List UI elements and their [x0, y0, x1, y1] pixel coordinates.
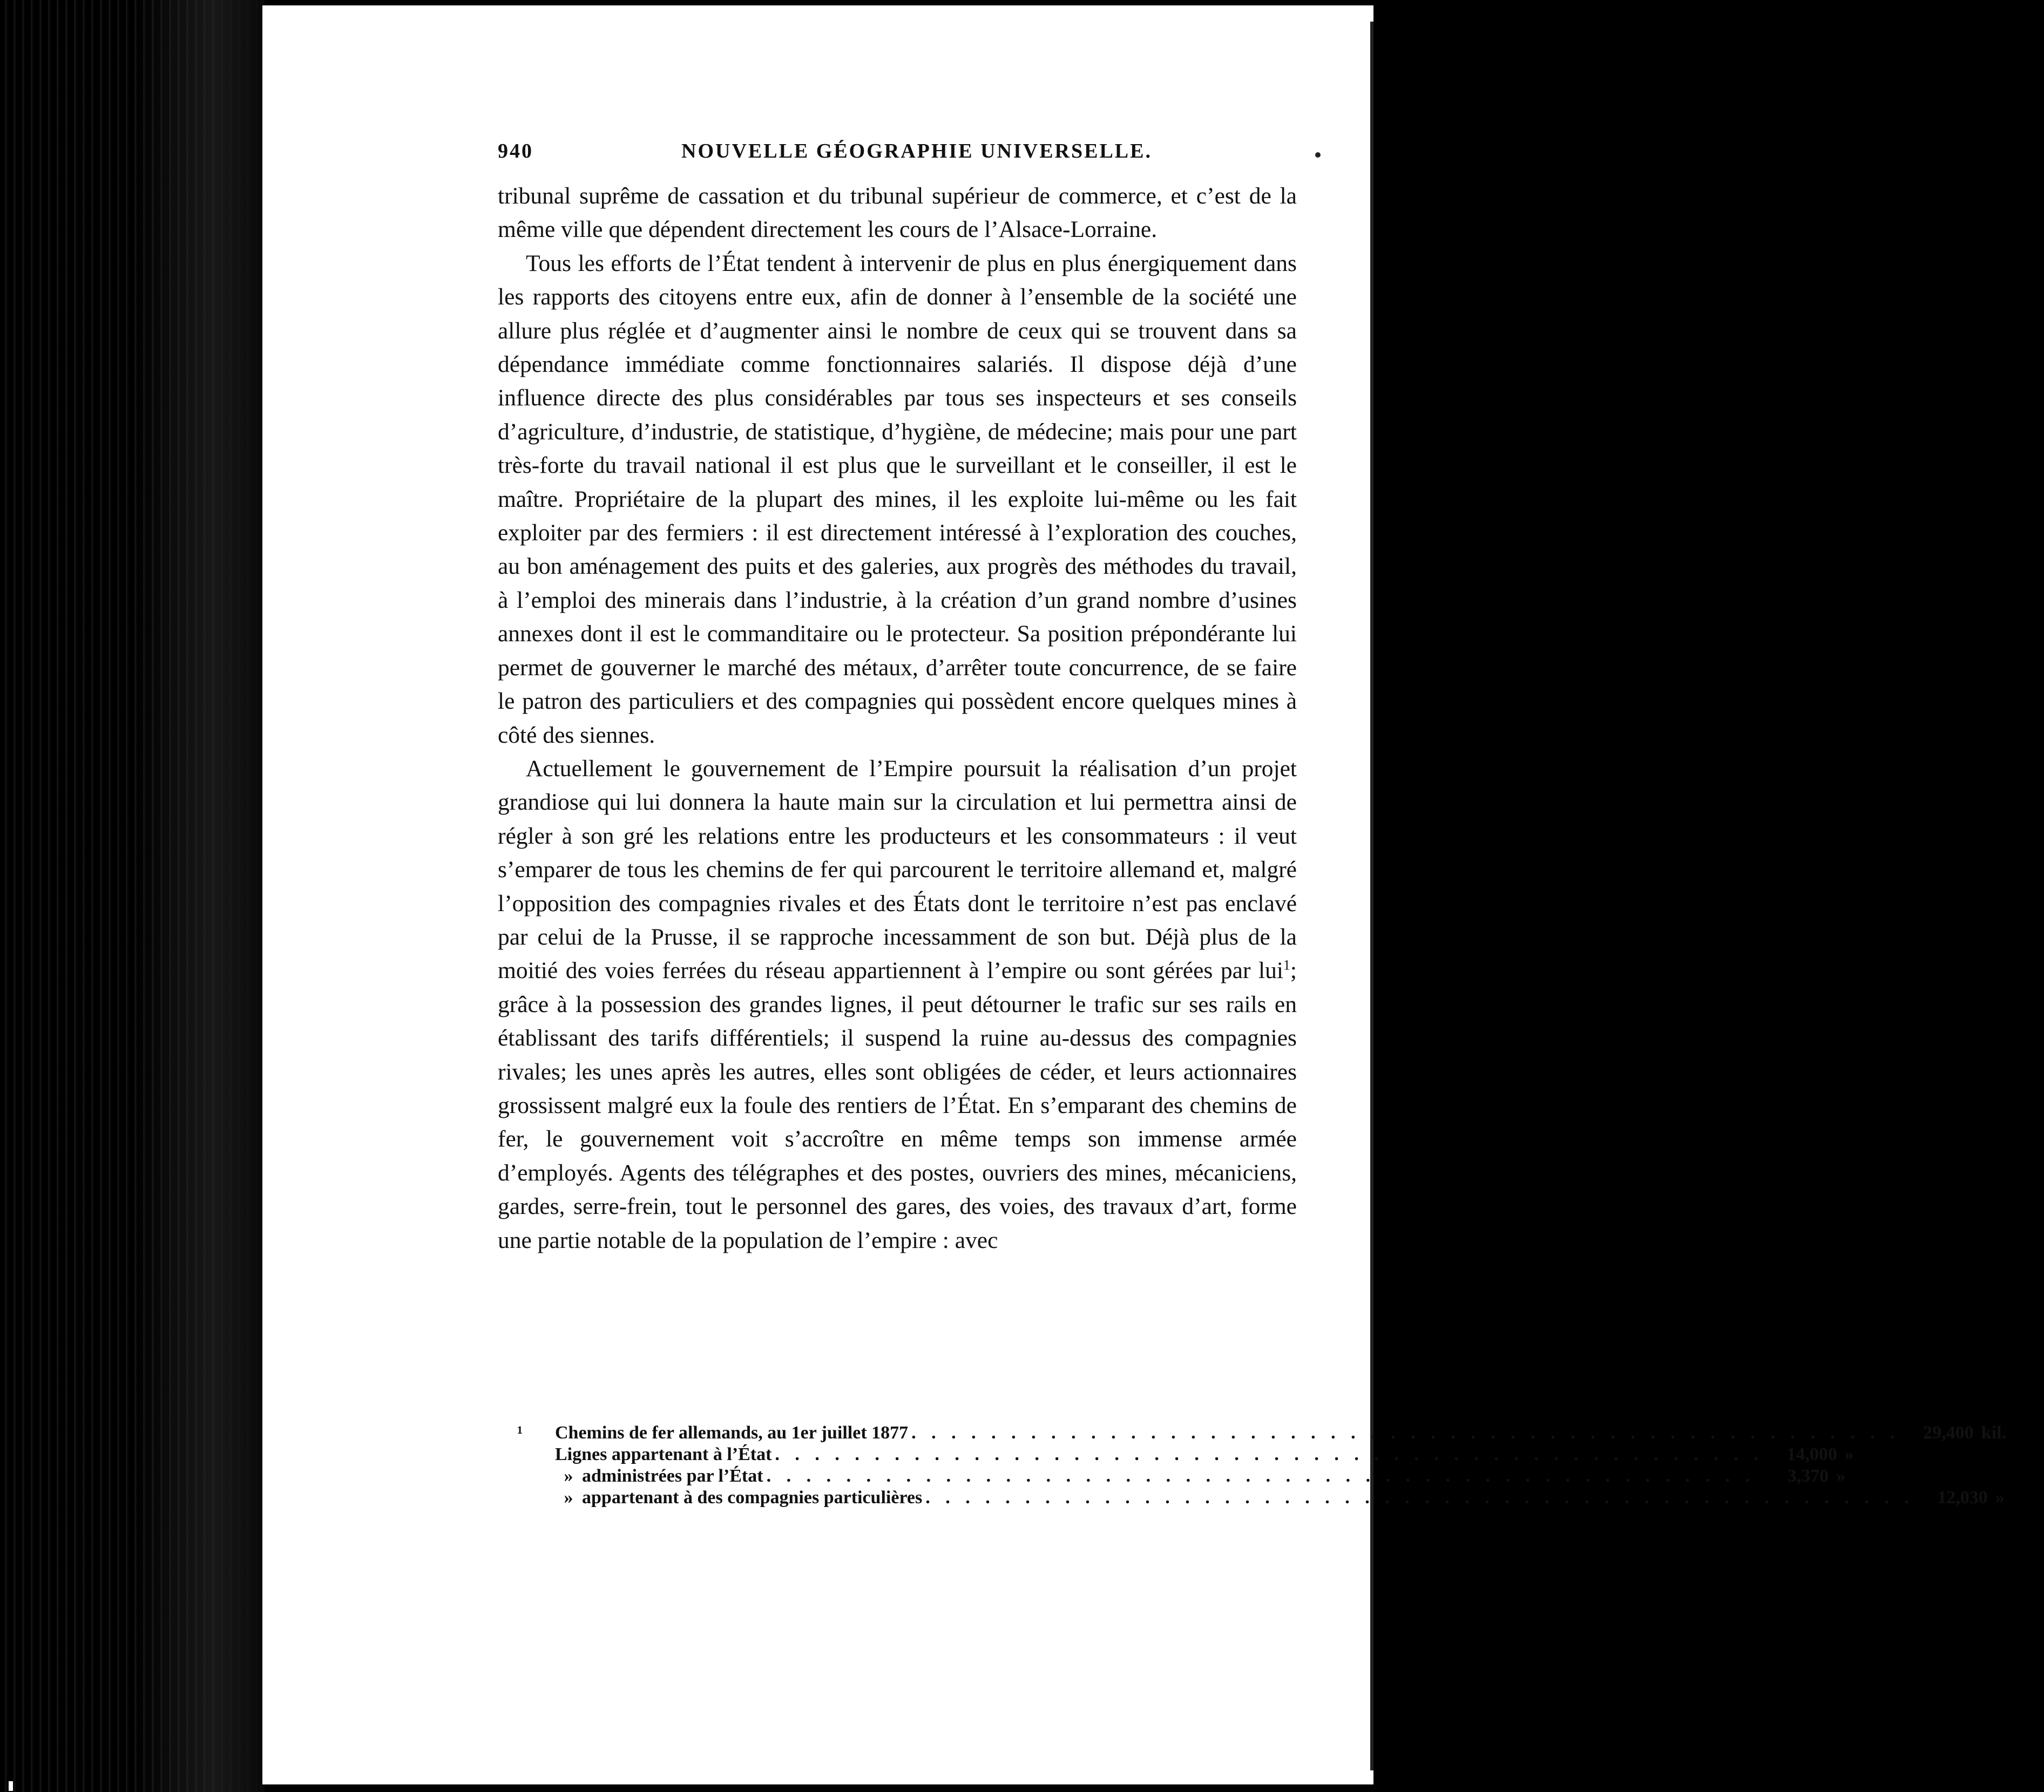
footnote-row: [517, 1444, 1854, 1466]
footnote-value: 12,030: [1937, 1488, 1988, 1508]
dot-leader: . . . . . . . . . . . . . . . . . . . . . . . . . . . . . . . . . . . . . . . . . . . . . . . . . .: [911, 1423, 1900, 1443]
footnote-unit: »: [1836, 1466, 1846, 1486]
dot-leader: . . . . . . . . . . . . . . . . . . . . . . . . . . . . . . . . . . . . . . . . . . . . . . . . . .: [766, 1466, 1756, 1486]
paragraph-continued: tribunal suprême de cassation et du tribunal supérieur de commerce, et c’est de la même ville que dépendent directement les cours de l’Alsace-Lorraine.: [498, 183, 1297, 243]
footnote-table: [517, 1423, 2006, 1509]
footnote-value: 29,400: [1923, 1423, 1974, 1443]
paragraph-railways: [498, 752, 1297, 1257]
main-text: [498, 179, 1297, 1257]
footnote-label: appartenant à des compagnies particulières: [582, 1488, 923, 1508]
footnote-label: Lignes appartenant à l’État: [555, 1444, 772, 1464]
book-edge-shading: [135, 0, 265, 1792]
footnote-row: [517, 1423, 2006, 1444]
footnote-label: administrées par l’État: [582, 1466, 763, 1486]
footnote-reference: 1: [1283, 957, 1290, 973]
paragraph-railways-part1: Actuellement le gouvernement de l’Empire poursuit la réalisation d’un projet grandiose qui lui donnera la haute main sur la circulation et lui permettra ainsi de régler à son gré les relations entre les producteurs et les consommateurs : il veut s’emparer de tous les chemins de fer qui parcourent le territoire allemand et, malgré l’opposition des compagnies rivales et des États dont le territoire n’est pas enclavé par celui de la Prusse, il se rapproche incessamment de son but. Déjà plus de la moitié des voies ferrées du réseau appartiennent à l’empire ou sont gérées par lui: [498, 755, 1297, 984]
scan-artifact: [9, 1781, 13, 1791]
paragraph-railways-part2: ; grâce à la possession des grandes lignes, il peut détourner le trafic sur ses rails en établissant des tarifs différentiels; il suspend la ruine au-dessus des compagnies rivales; les unes après les autres, elles sont obligées de céder, et leurs actionnaires grossissent malgré eux la foule des rentiers de l’État. En s’emparant des chemins de fer, le gouvernement voit s’accroître en même temps son immense armée d’employés. Agents des télégraphes et des postes, ouvriers des mines, mécaniciens, gardes, serre-frein, tout le personnel des gares, des voies, des travaux d’art, forme une partie notable de la population de l’empire : avec: [498, 958, 1297, 1253]
footnote-mark: ¹: [517, 1423, 523, 1443]
dot-leader: . . . . . . . . . . . . . . . . . . . . . . . . . . . . . . . . . . . . . . . . . . . . . . . . . .: [925, 1488, 1914, 1508]
footnote-value: 14,000: [1786, 1444, 1837, 1464]
footnote-label: Chemins de fer allemands, au 1er juillet 1877: [555, 1423, 909, 1443]
running-header: [498, 139, 1302, 172]
ink-speck: [1315, 152, 1321, 158]
running-title: NOUVELLE GÉOGRAPHIE UNIVERSELLE.: [681, 140, 1152, 162]
ditto-mark: »: [564, 1466, 573, 1486]
ditto-mark: »: [564, 1488, 573, 1508]
scan-right-margin: [1373, 0, 1414, 1792]
page-number: 940: [498, 140, 533, 162]
footnote-row: [517, 1488, 2005, 1509]
footnote-unit: »: [1844, 1444, 1854, 1464]
dot-leader: . . . . . . . . . . . . . . . . . . . . . . . . . . . . . . . . . . . . . . . . . . . . . . . . . .: [775, 1444, 1764, 1464]
footnote-row: [517, 1466, 1846, 1488]
paragraph-state-efforts: Tous les efforts de l’État tendent à intervenir de plus en plus énergiquement dans les rapports des citoyens entre eux, afin de donner à l’ensemble de la société une allure plus réglée et d’augmenter ainsi le nombre de ceux qui se trouvent dans sa dépendance immédiate comme fonctionnaires salariés. Il dispose déjà d’une influence directe des plus considérables par tous ses inspecteurs et ses conseils d’agriculture, d’industrie, de statistique, d’hygiène, de médecine; mais pour une part très-forte du travail national il est plus que le surveillant et le conseiller, il est le maître. Propriétaire de la plupart des mines, il les exploite lui-même ou les fait exploiter par des fermiers : il est directement intéressé à l’exploration des couches, au bon aménagement des puits et des galeries, aux progrès des méthodes du travail, à l’emploi des minerais dans l’industrie, à la création d’un grand nombre d’usines annexes dont il est le commanditaire ou le protecteur. Sa position prépondérante lui permet de gouverner le marché des métaux, d’arrêter toute concurrence, de se faire le patron des particuliers et des compagnies qui possèdent encore quelques mines à côté des siennes.: [498, 250, 1297, 748]
footnote-unit: kil.: [1981, 1423, 2006, 1443]
footnote-value: 3,370: [1787, 1466, 1829, 1486]
footnote-unit: »: [1995, 1488, 2005, 1508]
